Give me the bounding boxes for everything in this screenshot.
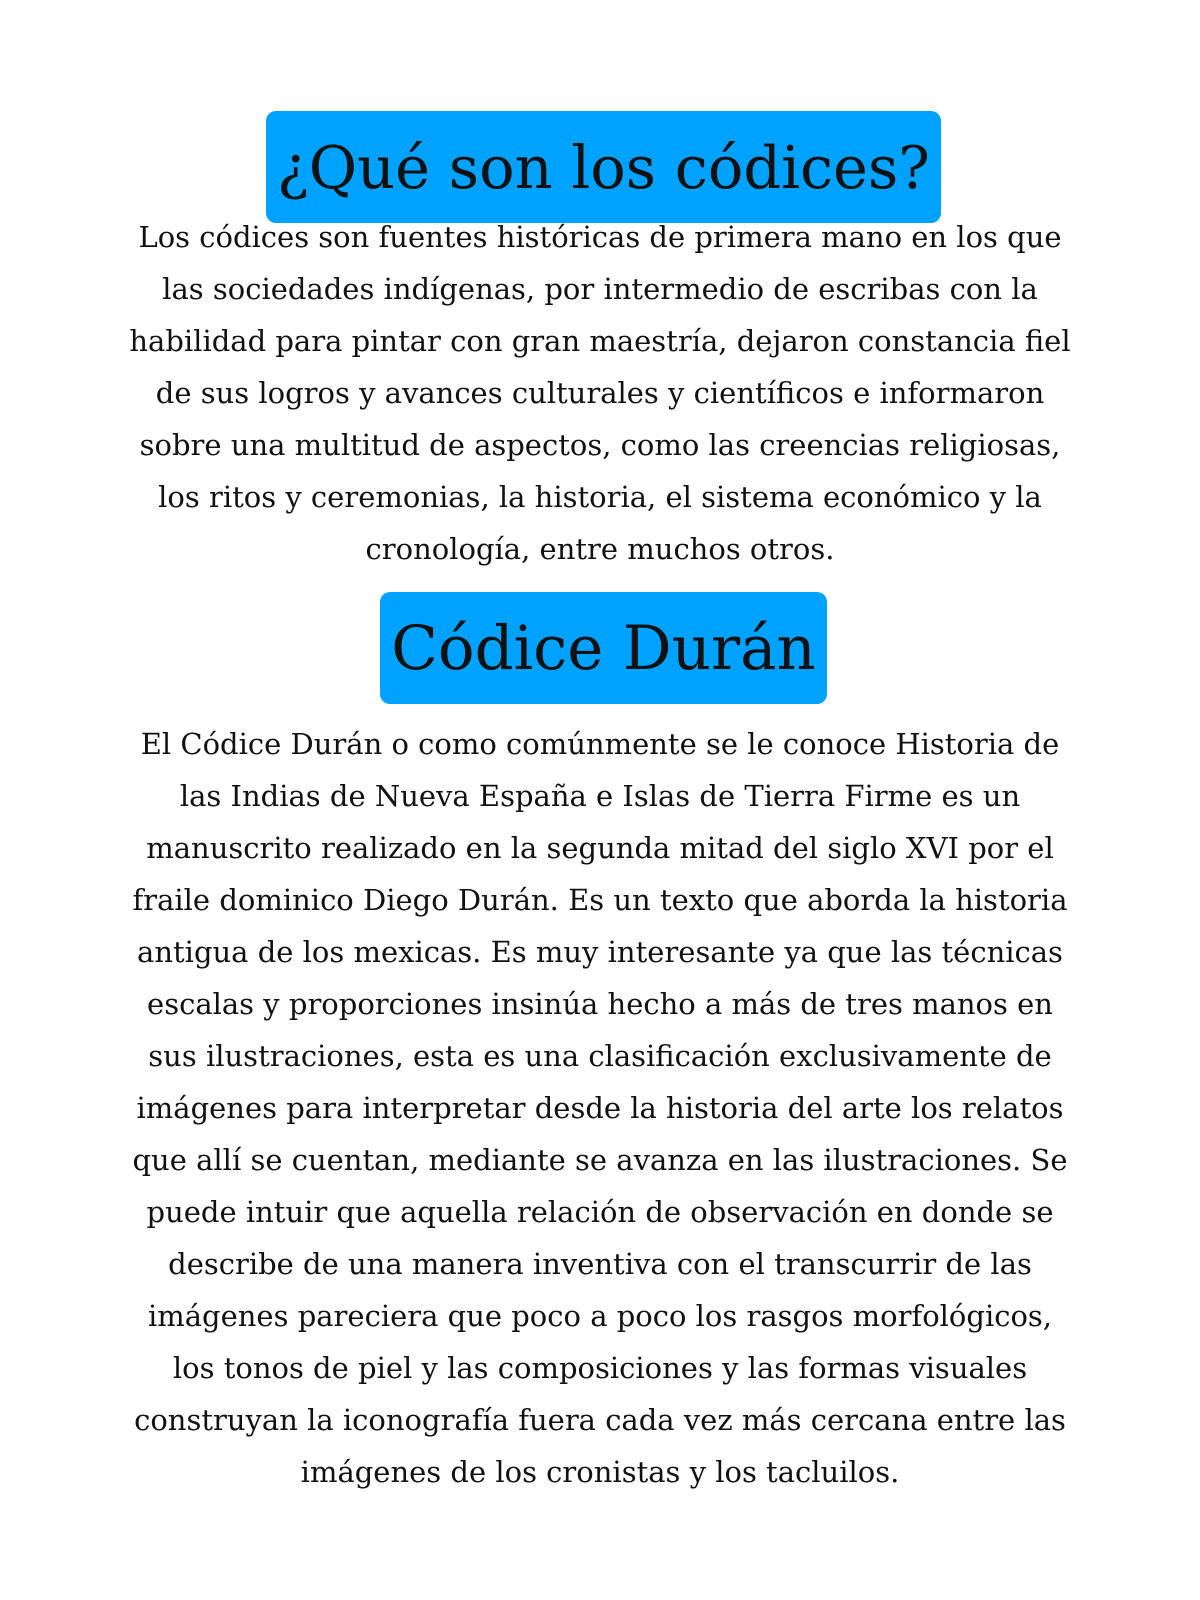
paragraph-line: las Indias de Nueva España e Islas de Tierra Firme es un	[179, 779, 1021, 813]
paragraph-line: de sus logros y avances culturales y científicos e informaron	[155, 376, 1045, 410]
codices-paragraph	[100, 211, 1100, 575]
paragraph-line: construyan la iconografía fuera cada vez más cercana entre las	[134, 1403, 1066, 1437]
paragraph-line: cronología, entre muchos otros.	[365, 532, 835, 566]
section-title-codices-text: ¿Qué son los códices?	[277, 132, 930, 202]
paragraph-line: antigua de los mexicas. Es muy interesante ya que las técnicas	[137, 935, 1063, 969]
paragraph-line: los ritos y ceremonias, la historia, el sistema económico y la	[158, 480, 1042, 514]
paragraph-line: sus ilustraciones, esta es una clasificación exclusivamente de	[148, 1039, 1052, 1073]
paragraph-line: describe de una manera inventiva con el transcurrir de las	[168, 1247, 1032, 1281]
paragraph-line: Los códices son fuentes históricas de primera mano en los que	[138, 220, 1062, 254]
paragraph-line: imágenes para interpretar desde la historia del arte los relatos	[136, 1091, 1064, 1125]
paragraph-line: los tonos de piel y las composiciones y las formas visuales	[172, 1351, 1028, 1385]
paragraph-line: sobre una multitud de aspectos, como las creencias religiosas,	[139, 428, 1061, 462]
paragraph-line: imágenes de los cronistas y los tacluilos.	[300, 1455, 900, 1489]
paragraph-line: puede intuir que aquella relación de observación en donde se	[146, 1195, 1054, 1229]
paragraph-line: escalas y proporciones insinúa hecho a más de tres manos en	[147, 987, 1053, 1021]
section-title-codice-duran-text: Códice Durán	[391, 612, 816, 684]
paragraph-line: manuscrito realizado en la segunda mitad del siglo XVI por el	[146, 831, 1054, 865]
paragraph-line: El Códice Durán o como comúnmente se le conoce Historia de	[140, 727, 1060, 761]
paragraph-line: fraile dominico Diego Durán. Es un texto que aborda la historia	[132, 883, 1068, 917]
paragraph-line: que allí se cuentan, mediante se avanza en las ilustraciones. Se	[132, 1143, 1068, 1177]
section-title-codices	[266, 111, 941, 223]
section-title-codice-duran	[380, 592, 827, 704]
paragraph-line: imágenes pareciera que poco a poco los rasgos morfológicos,	[147, 1299, 1053, 1333]
paragraph-line: las sociedades indígenas, por intermedio de escribas con la	[162, 272, 1038, 306]
paragraph-line: habilidad para pintar con gran maestría, dejaron constancia fiel	[129, 324, 1071, 358]
codice-duran-paragraph	[100, 718, 1100, 1498]
